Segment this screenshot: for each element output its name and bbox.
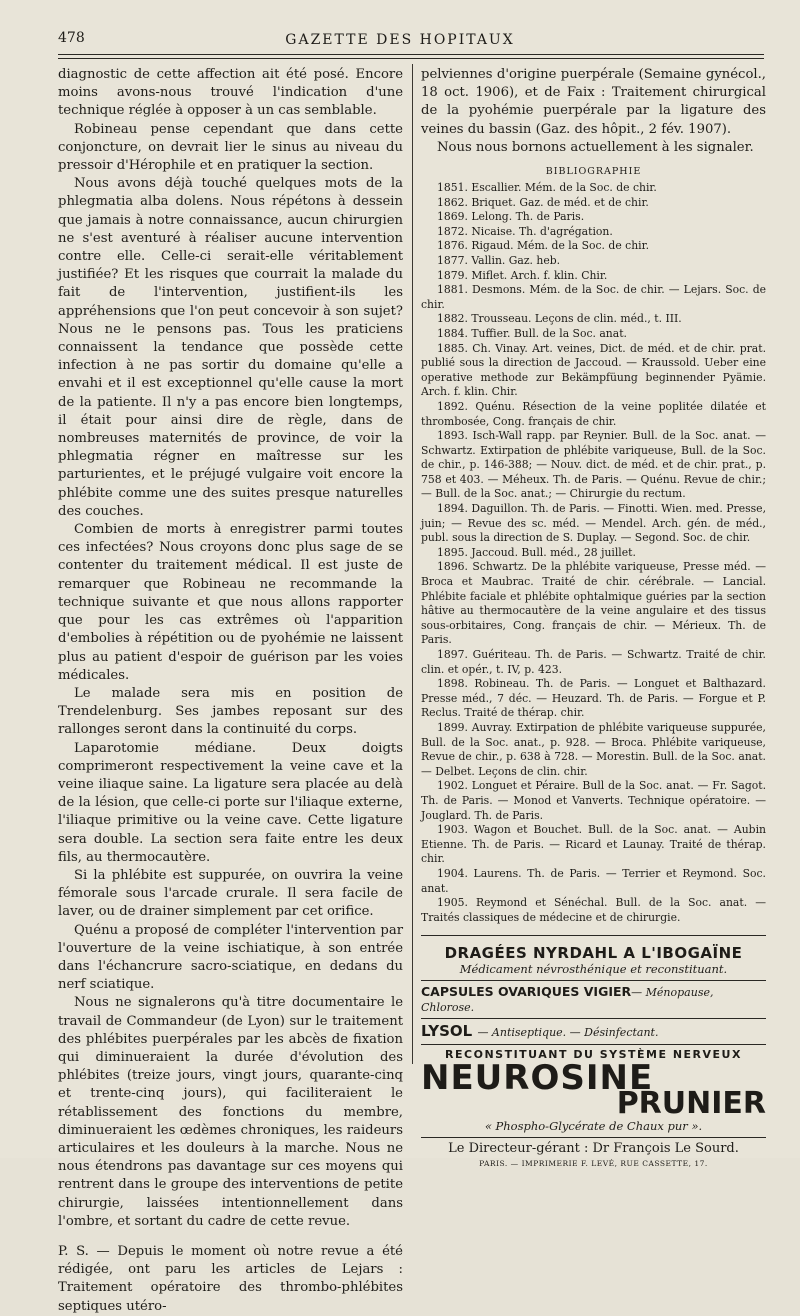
bibliography-entry: 1869. Lelong. Th. de Paris.: [437, 210, 585, 224]
ad-vigier: [421, 984, 766, 1014]
left-column: [58, 66, 403, 1316]
bibliography-entry: 1896. Schwartz. De la phlébite variqueuse, Presse méd. — Broca et Maubrac. Traité de chir. cérébrale. — Lancial. Phlébite faciale et phlébite ophtalmique guéries par la section hâtive au thermocautère de la veine angulaire et des tissus sous-orbitaires, Cong. français de chir. — Mérieux. Th. de Paris.: [421, 560, 766, 647]
bibliography-entry: 1879. Miflet. Arch. f. klin. Chir.: [437, 268, 608, 282]
bibliography-entry: 1899. Auvray. Extirpation de phlébite variqueuse suppurée, Bull. de la Soc. anat., p. 928. — Broca. Phlébite variqueuse, Revue de chir., p. 638 à 728. — Morestin. Bull. de la Soc. anat. — Delbet. Leçons de clin. chir.: [421, 720, 766, 778]
paragraph: Nous avons déjà touché quelques mots de la phlegmatia alba dolens. Nous répétons à dessein que jamais à notre connaissance, aucun chirurgien ne s'est aventuré à réaliser aucune intervention contre elle. Celle-ci serait-elle véritablement justifiée? Et les risques que courrait la malade du fait de l'intervention, justifient-ils les appréhensions que l'on peut concevoir à son sujet? Nous ne le pensons pas. Tous les praticiens connaissent la tendance que possède cette infection à ne pas sortir du domaine qu'elle a envahi et il est exceptionnel qu'elle cause la mort de la patiente. Il n'y a pas encore bien longtemps, il était pour ainsi dire de règle, dans de nombreuses maternités de province, de voir la phlegmatia régner en maîtresse sur les parturientes, et le préjugé vulgaire voit encore la phlébite comme une des suites presque naturelles des couches.: [58, 176, 403, 519]
ad-rule: [421, 1137, 766, 1138]
bibliography-entry: 1897. Guériteau. Th. de Paris. — Schwartz. Traité de chir. clin. et opér., t. IV, p. 423.: [421, 648, 766, 676]
ad-lysol-subtitle: — Antiseptique. — Désinfectant.: [477, 1026, 659, 1040]
bibliography-entry: 1884. Tuffier. Bull. de la Soc. anat.: [437, 326, 627, 340]
bibliography-entry: 1892. Quénu. Résection de la veine poplitée dilatée et thrombosée, Cong. français de chir.: [421, 399, 766, 428]
bibliography-list: [421, 181, 766, 925]
page-number: 478: [58, 30, 85, 46]
bibliography-entry: 1894. Daguillon. Th. de Paris. — Finotti. Wien. med. Presse, juin; — Revue des sc. méd. — Mendel. Arch. gén. de méd., publ. sous la direction de S. Duplay. — Segond. Soc. de chir.: [421, 502, 766, 545]
director-line: Le Directeur-gérant : Dr François Le Sourd.: [448, 1141, 739, 1157]
bibliography-entry: 1851. Escallier. Mém. de la Soc. de chir.: [437, 181, 657, 195]
ad-neurosine-tagline: RECONSTITUANT DU SYSTÈME NERVEUX: [445, 1048, 742, 1062]
paragraph: diagnostic de cette affection ait été posé. Encore moins avons-nous trouvé l'indication d'une technique réglée à opposer à un cas semblable.: [58, 67, 403, 119]
bibliography-entry: 1902. Longuet et Péraire. Bull de la Soc. anat. — Fr. Sagot. Th. de Paris. — Monod et Vanverts. Technique opératoire. — Jouglard. Th. de Paris.: [421, 779, 766, 822]
bibliography-entry: 1893. Isch-Wall rapp. par Reynier. Bull. de la Soc. anat. — Schwartz. Extirpation de phlébite variqueuse, Bull. de la Soc. de chir., p. 146-388; — Nouv. dict. de méd. et de chir. prat., p. 758 et 403. — Méheux. Th. de Paris. — Quénu. Revue de chir.; — Bull. de la Soc. anat.; — Chirurgie du rectum.: [421, 429, 766, 501]
bibliography-entry: 1885. Ch. Vinay. Art. veines, Dict. de méd. et de chir. prat. publié sous la direction de Jaccoud. — Kraussold. Ueber eine operative methode zur Bekämpfüung beginnender Pyämie. Arch. f. klin. Chir.: [421, 341, 766, 399]
paragraph: Le malade sera mis en position de Trendelenburg. Ses jambes reposant sur des rallonges seront dans la continuité du corps.: [58, 685, 403, 738]
ad-prunier-name: PRUNIER: [616, 1086, 766, 1122]
right-column: [421, 66, 766, 1168]
ad-neurosine-subtitle: « Phospho-Glycérate de Chaux pur ».: [484, 1119, 703, 1134]
postscript: P. S. — Depuis le moment où notre revue a été rédigée, ont paru les articles de Lejars : Traitement opératoire des thrombo-phlébites septiques utéro-: [58, 1244, 403, 1314]
bibliography-entry: 1903. Wagon et Bouchet. Bull. de la Soc. anat. — Aubin Etienne. Th. de Paris. — Ricard et Launay. Traité de thérap. chir.: [421, 823, 766, 866]
postscript-continuation: pelviennes d'origine puerpérale (Semaine gynécol., 18 oct. 1906), et de Faix : Traitement chirurgical de la pyohémie puerpérale par la ligature des veines du bassin (Gaz. des hôpit., 2 fév. 1907).: [421, 67, 766, 137]
bibliography-entry: 1882. Trousseau. Leçons de clin. méd., t. III.: [437, 312, 682, 326]
ad-vigier-title: CAPSULES OVARIQUES VIGIER: [421, 984, 632, 1000]
bibliography-entry: 1904. Laurens. Th. de Paris. — Terrier et Reymond. Soc. anat.: [421, 866, 766, 895]
bibliography-entry: 1881. Desmons. Mém. de la Soc. de chir. — Lejars. Soc. de chir.: [421, 283, 766, 311]
ad-nyrdahl-subtitle: Médicament névrosthénique et reconstituant.: [459, 962, 728, 977]
bibliography-entry: 1872. Nicaise. Th. d'agrégation.: [437, 224, 613, 238]
paragraph: Nous nous bornons actuellement à les signaler.: [437, 139, 754, 155]
paragraph: Combien de morts à enregistrer parmi toutes ces infectées? Nous croyons donc plus sage de se contenter du traitement médical. Il est juste de remarquer que Robineau ne recommande la technique suivante et que nous allons rapporter que pour les cas extrêmes où l'apparition d'embolies à répétition ou de pyohémie ne laissent plus au patient d'espoir de guérison par les voies médicales.: [58, 522, 403, 683]
paragraph: Robineau pense cependant que dans cette conjoncture, on devrait lier le sinus au niveau du pressoir d'Hérophile et en pratiquer la section.: [58, 121, 403, 174]
bibliography-title: BIBLIOGRAPHIE: [545, 166, 642, 178]
ad-rule: [421, 980, 766, 981]
bibliography-entry: 1905. Reymond et Sénéchal. Bull. de la Soc. anat. — Traités classiques de médecine et de chirurgie.: [421, 896, 766, 924]
header-rule-thin: [58, 58, 764, 59]
bibliography-entry: 1877. Vallin. Gaz. heb.: [437, 253, 561, 267]
bibliography-entry: 1898. Robineau. Th. de Paris. — Longuet et Balthazard. Presse méd., 7 déc. — Heuzard. Th. de Paris. — Forgue et P. Reclus. Traité de thérap. chir.: [421, 677, 766, 720]
bibliography-entry: 1862. Briquet. Gaz. de méd. et de chir.: [437, 195, 649, 209]
ad-rule: [421, 1044, 766, 1045]
ad-vigier-subtitle: — Ménopause, Chlorose.: [421, 986, 714, 1015]
advertisements: [421, 935, 766, 1168]
paragraph: Quénu a proposé de compléter l'intervention par l'ouverture de la veine ischiatique, à son entrée dans l'échancrure sacro-sciatique, en dedans du nerf sciatique.: [58, 922, 403, 993]
running-title: GAZETTE DES HOPITAUX: [285, 32, 515, 48]
ad-neurosine-name: NEUROSINE: [421, 1058, 654, 1099]
header-rule: [58, 54, 764, 55]
paragraph: Nous ne signalerons qu'à titre documentaire le travail de Commandeur (de Lyon) sur le traitement des phlébites puerpérales par les abcès de fixation qui diminueraient la durée d'évolution des phlébites (treize jours, vingt jours, quarante-cinq et trente-cinq jours), qui faciliteraient le rétablissement des fonctions du membre, diminueraient les œdèmes chroniques, les raideurs articulaires et les douleurs à la marche. Nous ne nous étendrons pas davantage sur ces moyens qui rentrent dans le groupe des interventions de petite chirurgie, laissées intentionnellement dans l'ombre, et sortant du cadre de cette revue.: [58, 995, 403, 1229]
bibliography-entry: 1895. Jaccoud. Bull. méd., 28 juillet.: [437, 545, 636, 559]
ad-lysol: [421, 1022, 766, 1040]
bibliography-entry: 1876. Rigaud. Mém. de la Soc. de chir.: [437, 239, 650, 253]
ad-rule: [421, 935, 766, 936]
column-divider: [412, 64, 413, 1064]
ad-nyrdahl-title: DRAGÉES NYRDAHL A L'IBOGAÏNE: [444, 944, 743, 963]
ad-rule: [421, 1018, 766, 1019]
imprint-line: PARIS. — IMPRIMERIE F. LEVÉ, RUE CASSETTE, 17.: [479, 1159, 708, 1169]
paragraph: Laparotomie médiane. Deux doigts comprimeront respectivement la veine cave et la veine iliaque saine. La ligature sera placée au delà de la lésion, que celle-ci porte sur l'iliaque externe, l'iliaque primitive ou la veine cave. Cette ligature sera double. La section sera faite entre les deux fils, au thermocautère.: [58, 740, 403, 865]
paragraph: Si la phlébite est suppurée, on ouvrira la veine fémorale sous l'arcade crurale. Il sera facile de laver, ou de drainer simplement par cet orifice.: [58, 867, 403, 920]
ad-lysol-title: LYSOL: [421, 1022, 473, 1041]
